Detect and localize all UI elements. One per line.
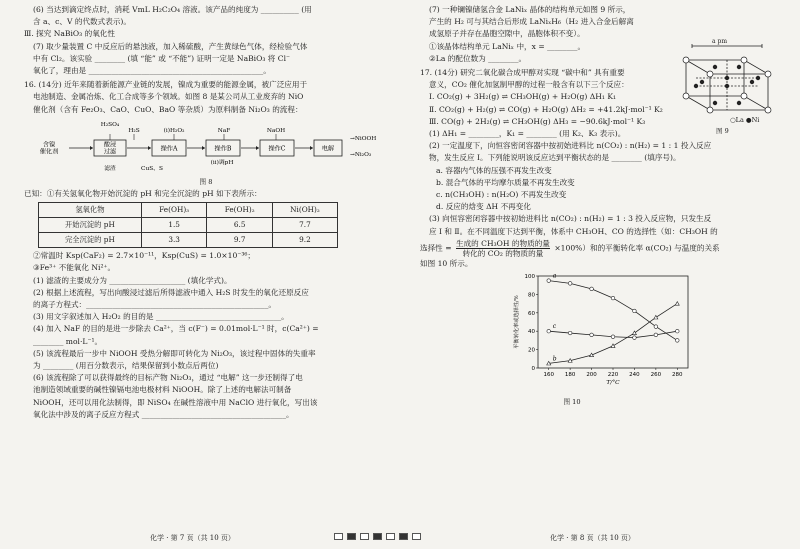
series-point-a xyxy=(675,339,679,343)
q16-after-line-4: 的离子方程式：________________________________________________。 xyxy=(33,300,276,310)
flow-node-2 xyxy=(152,140,186,156)
left-top-line-0: (6) 当达到滴定终点时，消耗 VmL H₂C₂O₄ 溶液。该产品的纯度为 __________ (用 xyxy=(33,5,312,14)
fraction-denominator: 转化的 CO₂ 的物质的量 xyxy=(462,248,544,258)
y-tick-label: 100 xyxy=(524,274,535,281)
flow-arrow-head xyxy=(90,146,93,150)
x-tick-label: 260 xyxy=(650,372,662,379)
svg-text:操作A: 操作A xyxy=(160,145,178,153)
q17-line-last: 如图 10 所示。 xyxy=(420,258,473,268)
q16-line-1: 电池制造、金属冶炼、化工合成等多个领域。如图 8 是某公司从工业废弃的 NiO xyxy=(33,92,304,102)
q16-after-line-13: 氧化法中涉及的离子反应方程式 ______________________________________。 xyxy=(33,409,294,419)
figure-9-crystal-cell xyxy=(672,38,784,135)
svg-text:过滤: 过滤 xyxy=(103,148,117,156)
series-point-a xyxy=(590,287,594,291)
table-cell: 完全沉淀的 pH xyxy=(39,233,142,248)
left-top-line-4: 中有 Cl₂。该实验 ________ (填 “能” 或 “不能”) 证明一定是 NaBiO₃ 将 Cl⁻ xyxy=(33,53,291,63)
series-label-b: b xyxy=(552,355,557,363)
table-cell: 7.7 xyxy=(272,218,337,233)
q17-line-5: (1) ΔH₁ = ________，K₁ = ________ (用 K₂、K₃ 表示)。 xyxy=(429,129,626,139)
table-cell: 开始沉淀的 pH xyxy=(39,218,142,233)
q17-line-7: 物，发生反应 Ⅰ。下列能说明该反应达到平衡状态的是 ________ (填序号)。 xyxy=(429,153,681,163)
flow-node-0 xyxy=(40,140,59,155)
fraction-numerator: 生成的 CH₃OH 的物质的量 xyxy=(455,238,550,248)
x-tick-label: 180 xyxy=(564,372,576,379)
series-point-c xyxy=(654,333,658,337)
table-header-cell: Fe(OH)₂ xyxy=(207,203,273,218)
q17-line-1: 意义，CO₂ 催化加氢制甲醇的过程一般含有以下三个反应： xyxy=(429,80,629,90)
q16-after-line-7: ________ mol·L⁻¹。 xyxy=(33,336,103,346)
series-point-c xyxy=(568,331,572,335)
chart-frame xyxy=(538,276,688,368)
q16-after-line-0: ②常温时 Ksp(CaF₂) = 2.7×10⁻¹¹，Ksp(CuS) = 1.0×10⁻³⁶； xyxy=(33,251,256,261)
series-point-a xyxy=(654,325,658,329)
y-tick-label: 20 xyxy=(528,347,535,354)
series-point-c xyxy=(633,336,637,340)
flow-arrow-head xyxy=(256,146,259,150)
flow-node-5 xyxy=(314,140,342,156)
x-axis-label: T/°C xyxy=(606,380,620,387)
hydroxide-ph-table xyxy=(38,202,338,248)
fig9-caption: 图 9 xyxy=(716,127,729,135)
x-tick-label: 220 xyxy=(607,372,619,379)
flow-mid-label: (ii)调pH xyxy=(210,159,234,166)
q17-line-8: a. 容器内气体的压强不再发生改变 xyxy=(436,165,552,175)
figure-10 xyxy=(510,270,784,396)
q16-after-line-5: (3) 用文字叙述加入 H₂O₂ 的目的是 _________________________________。 xyxy=(33,312,289,322)
y-tick-label: 80 xyxy=(528,292,535,299)
q16-after-line-9: 为 ________ (用百分数表示，结果保留到小数点后两位) xyxy=(33,361,219,371)
x-tick-label: 160 xyxy=(543,372,554,379)
q15-7-line-1: 产生的 H₂ 可与其结合后形成 LaNiₓH₆（H₂ 进入合金后解离 xyxy=(429,17,634,27)
q17-line-12: (3) 向恒容密闭容器中按初始进料比 n(CO₂) : n(H₂) = 1 : 3 投入反应物，只发生反 xyxy=(429,214,712,224)
flow-node-4 xyxy=(260,140,294,156)
footer-box xyxy=(360,533,369,540)
known-intro: 已知：①有关氢氧化物开始沉淀的 pH 和完全沉淀的 pH 如下表所示： xyxy=(24,189,262,199)
series-point-c xyxy=(547,329,551,333)
flow-top-label: H₂S xyxy=(128,127,140,134)
series-point-a xyxy=(547,279,551,283)
x-tick-label: 280 xyxy=(672,372,683,379)
q15-7-line-0: (7) 一种镧镍储氢合金 LaNiₓ 晶体的结构单元如图 9 所示， xyxy=(429,5,631,14)
q15-7-line-3: ①该晶体结构单元 LaNiₓ 中，x = ________。 xyxy=(429,41,586,51)
left-column xyxy=(24,4,388,421)
figure-10-caption: 图 10 xyxy=(563,398,581,407)
fig9-dimension: a pm xyxy=(712,38,728,45)
series-label-c: c xyxy=(552,323,557,331)
selectivity-formula xyxy=(420,239,784,258)
y-tick-label: 40 xyxy=(528,329,535,336)
flow-top-label: H₂SO₄ xyxy=(100,121,120,128)
q16-after-line-3: (2) 根据上述流程，写出向酸浸过滤后所得滤液中通入 H₂S 时发生的氧化还原反应 xyxy=(33,287,309,297)
table-header-cell: Fe(OH)₃ xyxy=(141,203,207,218)
q17-line-3: Ⅱ. CO₂(g) + H₂(g) ⇌ CO(g) + H₂O(g) ΔH₂ = +41.2kJ·mol⁻¹ K₂ xyxy=(429,104,663,114)
q16-after-line-12: NiOOH，还可以用化法制得，即 NiSO₄ 在碱性溶液中用 NaClO 进行氧化，写出该 xyxy=(33,397,318,407)
series-label-a: a xyxy=(552,272,557,280)
table-cell: 9.7 xyxy=(207,233,273,248)
flow-arrow-head xyxy=(148,146,151,150)
flow-bottom-label: 滤渣 xyxy=(104,165,116,172)
table-cell: 1.5 xyxy=(141,218,207,233)
series-point-b xyxy=(654,315,658,319)
fig9-legend: ○La ●Ni xyxy=(730,116,760,124)
q17-line-10: c. n(CH₃OH) : n(H₂O) 不再发生改变 xyxy=(436,190,567,200)
series-point-a xyxy=(611,296,615,300)
flow-arrow-head xyxy=(310,146,313,150)
series-point-b xyxy=(611,344,615,348)
footer-box xyxy=(386,533,395,540)
table-cell: 9.2 xyxy=(272,233,337,248)
flow-top-label: NaF xyxy=(217,127,231,134)
svg-text:催化剂: 催化剂 xyxy=(39,148,59,156)
q17-line-13: 应 Ⅰ 和 Ⅱ。在不同温度下达到平衡，体系中 CH₃OH、CO 的选择性（如：CH₃OH 的 xyxy=(429,226,718,236)
series-point-c xyxy=(611,335,615,339)
q17-line-9: b. 混合气体的平均摩尔质量不再发生改变 xyxy=(436,177,575,187)
left-top-line-1: 含 a、c、V 的代数式表示)。 xyxy=(33,17,131,27)
q16-after-line-8: (5) 该流程最后一步中 NiOOH 受热分解即可转化为 Ni₂O₃，该过程中固体的失重率 xyxy=(33,348,316,358)
right-footer: 化学 · 第 8 页（共 10 页） xyxy=(550,534,635,542)
flow-top-label: (i)H₂O₂ xyxy=(163,127,185,134)
table-header-cell: 氢氧化物 xyxy=(39,203,142,218)
flow-top-label: NaOH xyxy=(266,127,286,134)
series-line-a xyxy=(549,281,678,341)
left-top-line-3: (7) 取少量装置 C 中反应后的悬浊液，加入稀硫酸，产生黄绿色气体，经检验气体 xyxy=(33,41,308,51)
fraction xyxy=(456,239,550,258)
series-point-b xyxy=(675,302,679,306)
figure-8-caption: 图 8 xyxy=(199,177,213,186)
fraction-suffix: ×100%）和的平衡转化率 α(CO₂) 与温度的关系 xyxy=(554,243,720,253)
q17-line-2: Ⅰ. CO₂(g) + 3H₂(g) ⇌ CH₃OH(g) + H₂O(g) ΔH₁ K₁ xyxy=(429,92,617,102)
q17-line-4: Ⅲ. CO(g) + 2H₂(g) ⇌ CH₃OH(g) ΔH₃ = −90.6kJ·mol⁻¹ K₃ xyxy=(429,116,646,126)
fraction-prefix: 选择性 = xyxy=(420,243,452,253)
q17-line-11: d. 反应的焓变 ΔH 不再变化 xyxy=(436,202,531,212)
footer-box xyxy=(373,533,382,540)
q16-after-line-6: (4) 加入 NaF 的目的是进一步除去 Ca²⁺，当 c(F⁻) = 0.01mol·L⁻¹ 时，c(Ca²⁺) = xyxy=(33,324,319,334)
svg-text:操作C: 操作C xyxy=(268,145,286,153)
svg-text:电解: 电解 xyxy=(321,145,335,153)
left-footer: 化学 · 第 7 页（共 10 页） xyxy=(150,534,235,542)
left-top-line-5: 氧化了，理由是 ______________________________________________。 xyxy=(33,66,271,76)
table-header-cell: Ni(OH)₂ xyxy=(272,203,337,218)
flowchart-figure-8 xyxy=(24,118,388,176)
y-tick-label: 0 xyxy=(531,366,535,373)
x-tick-label: 240 xyxy=(629,372,640,379)
q16-after-line-1: ③Fe³⁺ 不能氧化 Ni²⁺。 xyxy=(33,263,116,273)
flow-bottom-label: →Ni₂O₃ xyxy=(350,151,372,158)
q16-after-line-10: (6) 该流程除了可以获得最终的目标产物 Ni₂O₃，通过 “电解” 这一步还制得了电 xyxy=(33,373,303,383)
svg-text:含镍: 含镍 xyxy=(42,141,56,149)
q15-7-line-2: 成氢原子并存在晶胞空隙中，晶胞体积不变）。 xyxy=(429,29,585,39)
y-tick-label: 60 xyxy=(528,310,535,317)
left-top-line-2: Ⅲ. 探究 NaBiO₃ 的氧化性 xyxy=(24,29,115,39)
q17-line-0: 17. (14分) 研究二氧化碳合成甲醇对实现 “碳中和” 具有重要 xyxy=(420,68,625,78)
footer-box xyxy=(334,533,343,540)
q16-after-line-2: (1) 滤渣的主要成分为 ____________________ (填化学式)。 xyxy=(33,275,232,285)
y-axis-label: 平衡转化率或选择性/% xyxy=(514,295,520,349)
flow-arrow-head xyxy=(202,146,205,150)
flow-node-3 xyxy=(206,140,240,156)
table-cell: 6.5 xyxy=(207,218,273,233)
q16-after-line-11: 池制造领域重要的碱性镍镉电池电极材料 NiOOH。除了上述的电解法可制备 xyxy=(33,385,292,395)
right-page xyxy=(400,0,800,549)
series-point-a xyxy=(568,282,572,286)
q15-7-line-4: ②La 的配位数为 ________。 xyxy=(429,53,527,63)
q16-line-2: 催化剂（含有 Fe₂O₃、CaO、CuO、BaO 等杂质）为原料制备 Ni₂O₃ 的流程： xyxy=(33,104,303,114)
flow-bottom-label: CuS、S xyxy=(141,165,163,172)
series-point-c xyxy=(675,329,679,333)
svg-text:操作B: 操作B xyxy=(214,145,232,153)
series-point-c xyxy=(590,333,594,337)
q16-line-0: 16. (14分) 近年来随着新能源产业链的发展，镍成为重要的能源金属，被广泛应用于 xyxy=(24,80,308,90)
footer-box xyxy=(347,533,356,540)
table-cell: 3.3 xyxy=(141,233,207,248)
series-line-b xyxy=(549,304,678,364)
svg-text:酸浸: 酸浸 xyxy=(103,141,117,149)
flow-bottom-label: →NiOOH xyxy=(350,135,377,142)
flow-node-1 xyxy=(94,140,126,156)
series-point-a xyxy=(633,309,637,313)
x-tick-label: 200 xyxy=(586,372,597,379)
q17-line-6: (2) 一定温度下，向恒容密闭容器中按初始进料比 n(CO₂) : n(H₂) = 1 : 1 投入反应 xyxy=(429,141,712,151)
